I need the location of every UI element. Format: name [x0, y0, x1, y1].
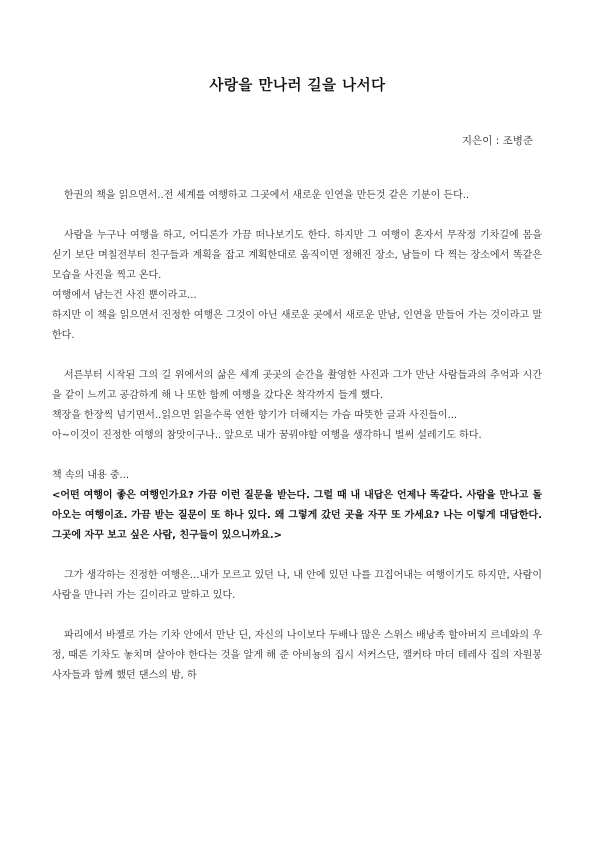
paragraph-pages: 책장을 한장씩 넘기면서..읽으면 읽을수록 연한 향기가 더해지는 가슴 따뜻한 글과 사진들이... — [52, 410, 458, 421]
paragraph-his-travel: 그가 생각하는 진정한 여행은...내가 모르고 있던 나, 내 안에 있던 나를 끄집어내는 여행이기도 하지만, 사람이 사람을 만나러 가는 길이라고 말하고 있다. — [52, 570, 542, 601]
paragraph-quote-intro: 책 속의 내용 중... — [52, 470, 130, 481]
paragraph-true-travel: 하지만 이 책을 읽으면서 진정한 여행은 그것이 아닌 새로운 곳에서 새로운 만남, 인연을 만들어 가는 것이라고 말한다. — [52, 310, 542, 341]
author-line: 지은이 : 조병준 — [461, 135, 533, 147]
document-body — [52, 186, 542, 686]
paragraph-thirty: 서른부터 시작된 그의 길 위에서의 삶은 세계 곳곳의 순간을 촬영한 사진과 그가 만난 사람들과의 추억과 시간을 같이 느끼고 공감하게 해 나 또한 함께 여행을 갔다온 착각까지 들게 했다. — [52, 370, 542, 401]
paragraph-intro: 한권의 책을 읽으면서..전 세계를 여행하고 그곳에서 새로운 인연을 만든것 같은 기분이 든다.. — [64, 190, 470, 201]
page-title: 사랑을 만나러 길을 나서다 — [209, 78, 386, 94]
paragraph-taste: 아~이것이 진정한 여행의 참맛이구나.. 앞으로 내가 꿈꿔야할 여행을 생각하니 벌써 설레기도 하다. — [52, 430, 482, 441]
paragraph-quote: <어떤 여행이 좋은 여행인가요? 가끔 이런 질문을 받는다. 그럴 때 내 내답은 언제나 똑같다. 사람을 만나고 돌아오는 여행이죠. 가끔 받는 질문이 또 하나 있다. 왜 그렇게 갔던 곳을 자꾸 또 가세요? 나는 이렇게 대답한다. 그곳에 자꾸 보고 싶은 사람, 친구들이 있으니까요.> — [52, 490, 542, 541]
paragraph-photo-line: 여행에서 남는건 사진 뿐이라고... — [52, 290, 197, 301]
paragraph-travel: 사람을 누구나 여행을 하고, 어디론가 가끔 떠나보기도 한다. 하지만 그 여행이 혼자서 무작정 기차길에 몸을 싣기 보단 며칠전부터 친구들과 계획을 잡고 계획한대로 움직이면 정해진 장소, 남들이 다 찍는 장소에서 똑같은 모습을 사진을 찍고 온다. — [52, 230, 542, 281]
paragraph-paris: 파리에서 바젤로 가는 기차 안에서 만난 딘, 자신의 나이보다 두배나 많은 스위스 배낭족 할아버지 르네와의 우정, 때론 기차도 놓치며 살아야 한다는 것을 알게 해 준 아비뇽의 집시 서커스단, 캘커타 마더 테레사 집의 자원봉사자들과 함께 했던 댄스의 밤, 하 — [52, 630, 542, 681]
